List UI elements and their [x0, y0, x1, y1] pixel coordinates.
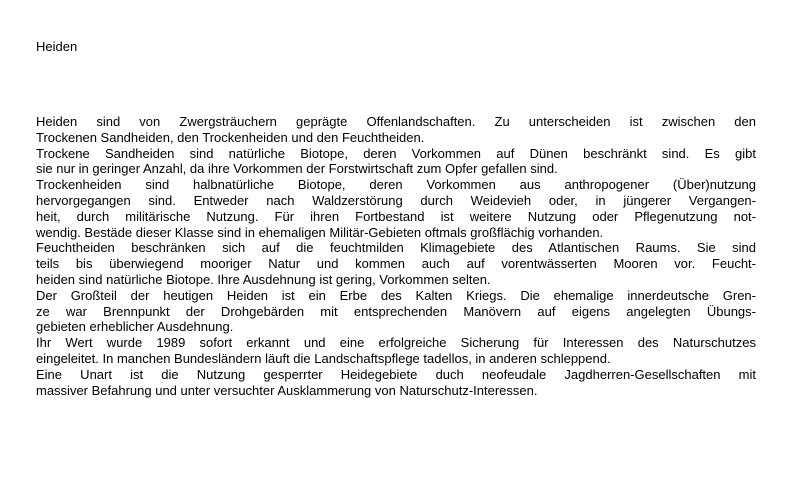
document-body	[36, 114, 756, 398]
body-text-line: eingeleitet. In manchen Bundesländern läuft die Landschaftspflege tadellos, in anderen schleppend.	[36, 350, 611, 366]
body-text-line: Eine Unart ist die Nutzung gesperrter Heidegebiete duch neofeudale Jagdherren-Gesellschaften mit	[36, 366, 756, 382]
body-text-line: gebieten erheblicher Ausdehnung.	[36, 319, 234, 335]
body-text-line: Trockenheiden sind halbnatürliche Biotope, deren Vorkommen aus anthropogener (Über)nutzung	[36, 177, 756, 193]
body-text-line: heiden sind natürliche Biotope. Ihre Ausdehnung ist gering, Vorkommen selten.	[36, 271, 491, 287]
body-text-line: Feuchtheiden beschränken sich auf die feuchtmilden Klimagebiete des Atlantischen Raums. Sie sind	[36, 240, 756, 256]
body-text-line: Ihr Wert wurde 1989 sofort erkannt und eine erfolgreiche Sicherung für Interessen des Naturschutzes	[36, 335, 756, 351]
body-text-line: heit, durch militärische Nutzung. Für ihren Fortbestand ist weitere Nutzung oder Pflegenutzung not-	[36, 208, 756, 224]
body-text-line: hervorgegangen sind. Entweder nach Waldzerstörung durch Weidevieh oder, in jüngerer Vergangen-	[36, 192, 756, 208]
body-text-line: ze war Brennpunkt der Drohgebärden mit entsprechenden Manövern auf eigens angelegten Übungs-	[36, 303, 756, 319]
body-text-line: Heiden sind von Zwergsträuchern geprägte Offenlandschaften. Zu unterscheiden ist zwischen den	[36, 114, 756, 129]
body-text-line: teils bis überwiegend mooriger Natur und kommen auch auf vorentwässerten Mooren vor. Feucht-	[36, 256, 756, 272]
body-text-line: Trockene Sandheiden sind natürliche Biotope, deren Vorkommen auf Dünen beschränkt sind. Es gibt	[36, 145, 756, 161]
body-text-line: Der Großteil der heutigen Heiden ist ein Erbe des Kalten Kriegs. Die ehemalige innerdeutsche Gren-	[36, 287, 756, 303]
document-title: Heiden	[36, 39, 78, 54]
body-text-line: massiver Befahrung und unter versuchter Ausklammerung von Naturschutz-Interessen.	[36, 382, 538, 398]
body-text-line: Trockenen Sandheiden, den Trockenheiden und den Feuchtheiden.	[36, 129, 425, 145]
body-text-line: wendig. Bestäde dieser Klasse sind in ehemaligen Militär-Gebieten oftmals großflächig vorhanden.	[36, 224, 604, 240]
body-text-line: sie nur in geringer Anzahl, da ihre Vorkommen der Forstwirtschaft zum Opfer gefallen sind.	[36, 161, 558, 177]
